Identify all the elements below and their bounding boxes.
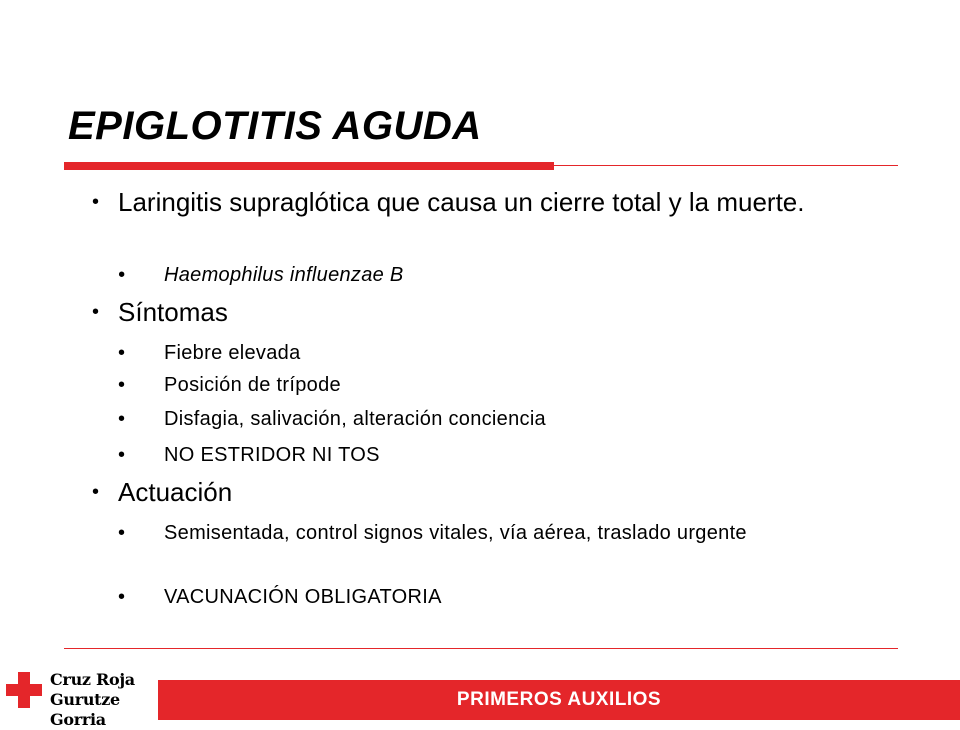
sub-bullet-tripode (118, 374, 894, 396)
footer-divider (64, 648, 898, 649)
footer-bar (158, 680, 960, 720)
title-underline-thin (554, 165, 898, 166)
title-underline-thick (64, 162, 554, 170)
bullet-marker: • (92, 481, 100, 503)
sub-bullet-marker: • (118, 586, 126, 608)
sub-bullet-text: Disfagia, salivación, alteración conciencia (164, 408, 546, 430)
sub-bullet-text: NO ESTRIDOR NI TOS (164, 444, 380, 466)
sub-bullet-haemophilus (118, 264, 894, 286)
sub-bullet-marker: • (118, 342, 126, 364)
sub-bullet-marker: • (118, 408, 126, 430)
sub-bullet-marker: • (118, 264, 126, 286)
bullet-text: Síntomas (118, 297, 228, 327)
sub-bullet-marker: • (118, 374, 126, 396)
sub-bullet-no-estridor (118, 444, 894, 466)
cruz-roja-logo (4, 664, 156, 729)
bullet-definicion (92, 187, 888, 217)
logo-line-1: Cruz Roja (50, 670, 135, 689)
sub-bullet-marker: • (118, 444, 126, 466)
footer-label: PRIMEROS AUXILIOS (456, 689, 662, 710)
logo-line-2: Gurutze Gorria (50, 690, 120, 729)
bullet-marker: • (92, 301, 100, 323)
logo-text (50, 670, 156, 730)
red-cross-icon (6, 672, 42, 708)
sub-bullet-marker: • (118, 522, 126, 544)
sub-bullet-text: Haemophilus influenzae B (164, 264, 404, 286)
sub-bullet-text: Semisentada, control signos vitales, vía aérea, traslado urgente (164, 522, 747, 544)
bullet-sintomas (92, 297, 888, 327)
sub-bullet-disfagia (118, 408, 894, 430)
sub-bullet-text: Fiebre elevada (164, 342, 301, 364)
sub-bullet-text: VACUNACIÓN OBLIGATORIA (164, 586, 442, 608)
slide-title: EPIGLOTITIS AGUDA (68, 104, 482, 148)
bullet-text: Laringitis supraglótica que causa un cierre total y la muerte. (118, 187, 805, 217)
bullet-actuacion (92, 477, 888, 507)
sub-bullet-semisentada (118, 522, 894, 544)
sub-bullet-fiebre (118, 342, 894, 364)
bullet-marker: • (92, 191, 100, 213)
sub-bullet-vacunacion (118, 586, 894, 608)
sub-bullet-text: Posición de trípode (164, 374, 341, 396)
bullet-text: Actuación (118, 477, 233, 507)
